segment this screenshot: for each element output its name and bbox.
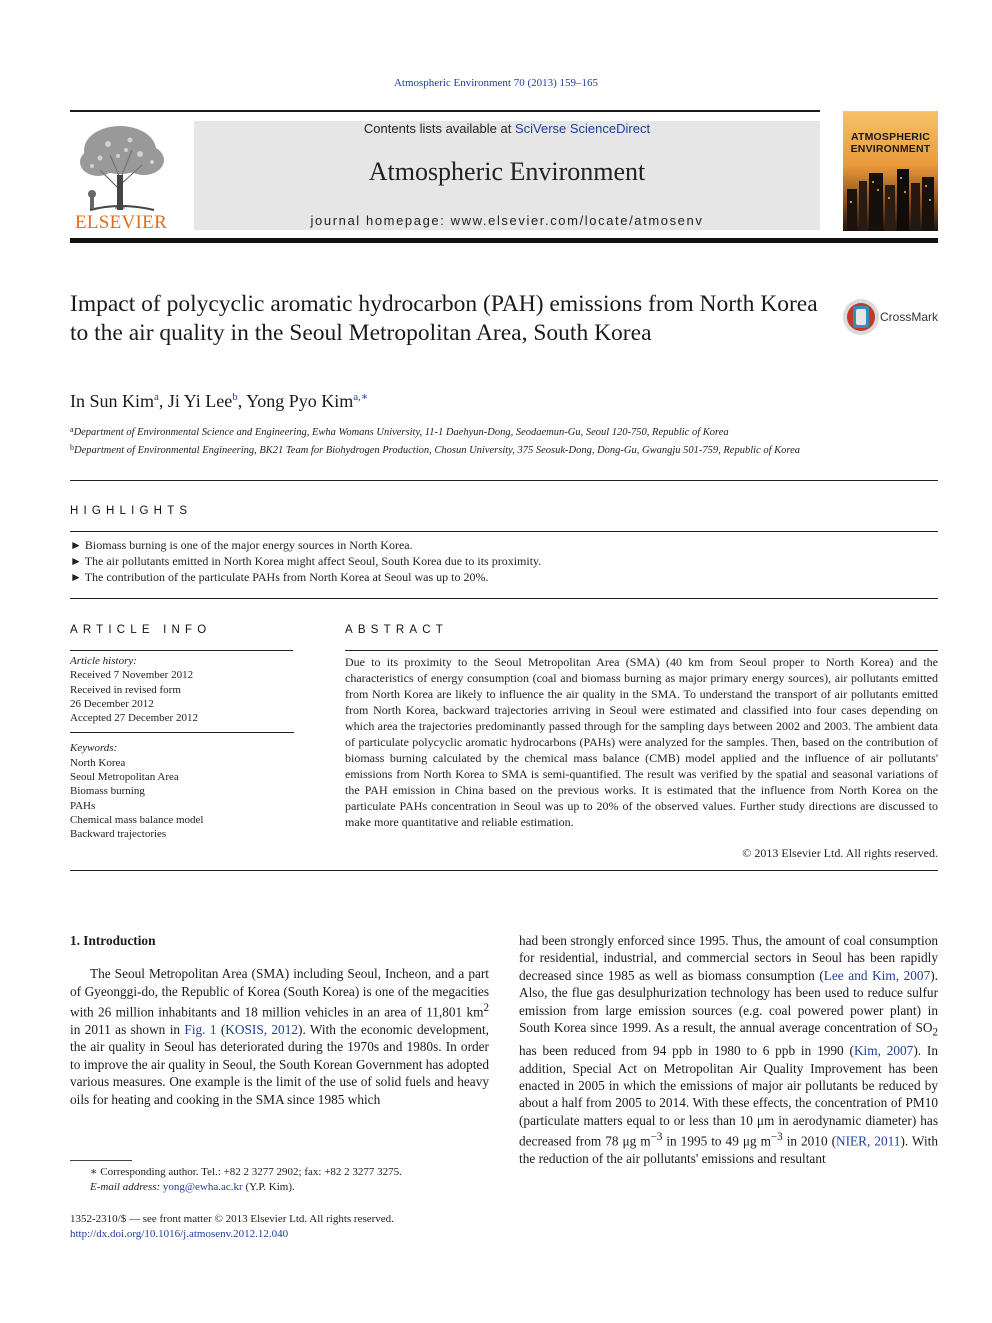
affiliation-mark: a bbox=[70, 425, 74, 434]
contents-prefix: Contents lists available at bbox=[363, 121, 515, 136]
affiliation-item bbox=[70, 440, 830, 458]
highlights-rule bbox=[70, 531, 938, 532]
footnote-star: ∗ bbox=[90, 1166, 98, 1178]
abstract-text: Due to its proximity to the Seoul Metropolitan Area (SMA) (40 km from Seoul proper to North Korea) and the characteristics of energy consumption (coal and biomass burning as major primary energy sources), air pollutants emitted from North Korea are likely to influence the air quality in the SMA. To understand the transport of air pollutants emitted from North Korea, backward trajectories arriving in Seoul were estimated and classified into four cases depending on which area the trajectories predominantly passed through for the sampling days between 2002 and 2003. The ambient data of particulate polycyclic aromatic hydrocarbons (PAHs) were analyzed for the samples. Then, based on the contribution of biomass burning calculated by the chemical mass balance (CMB) model applied and the influence of air pollutants' emissions from North Korea to SMA is semi-quantified. The result was verified by the spatial and seasonal variations of the PAH emission in China based on the previous works. It is estimated that the influence from North Korea on the particulate PAHs concentration in Seoul was up to 20% of the observed values. Further study directions are discussed to make more quantitative and reliable estimation. bbox=[345, 655, 938, 829]
homepage-prefix: journal homepage: bbox=[310, 213, 451, 228]
affiliation-text: Department of Environmental Engineering, BK21 Team for Biohydrogen Production, Chosun University, 375 Seosuk-Dong, Dong-Gu, Gwangju 501-759, Republic of Korea bbox=[74, 445, 800, 456]
journal-cover-image[interactable] bbox=[843, 111, 938, 231]
superscript: 2 bbox=[483, 1002, 489, 1015]
highlight-item bbox=[70, 569, 938, 585]
journal-citation[interactable]: Atmospheric Environment 70 (2013) 159–165 bbox=[393, 77, 599, 89]
contents-available-line bbox=[194, 121, 820, 136]
crossmark-label[interactable]: CrossMark bbox=[880, 310, 939, 324]
text-run: ). With the reduction of the air pollutants' emissions and resultant bbox=[519, 1133, 938, 1166]
body-column-right bbox=[519, 932, 938, 1167]
email-label: E-mail address: bbox=[90, 1181, 161, 1193]
bullet-arrow-icon: ► bbox=[70, 538, 82, 552]
superscript: −3 bbox=[650, 1131, 663, 1144]
superscript: −3 bbox=[770, 1131, 783, 1144]
keyword-item: Biomass burning bbox=[70, 785, 145, 798]
keywords-rule bbox=[70, 732, 294, 733]
text-run: ). Also, the flue gas desulphurization technology has been used to reduce sulfur emission from large emission sources (e.g. coal powered power plant) in South Korea since 1999. As a result, the annual average concentration of SO bbox=[519, 967, 938, 1036]
journal-homepage-line bbox=[194, 213, 820, 228]
author-affiliation-mark[interactable]: a bbox=[154, 391, 159, 403]
bullet-arrow-icon: ► bbox=[70, 554, 82, 568]
keyword-item: Seoul Metropolitan Area bbox=[70, 771, 179, 784]
text-run: had been strongly enforced since 1995. Thus, the amount of coal consumption for residential, industrial, and commercial sectors in Seoul has been rapidly decreased since 1985 as well as biomass consumption ( bbox=[519, 933, 938, 983]
intro-paragraph-continued bbox=[519, 932, 938, 1167]
history-item: Accepted 27 December 2012 bbox=[70, 712, 198, 725]
header-bottom-rule bbox=[70, 238, 938, 243]
text-run: ). In addition, Special Act on Metropolitan Air Quality Improvement has been enacted in 2005 in which the emissions of major air pollutants be reduced by about a half from 2005 to 2014. With these effects, the concentration of PM10 (particulate matters equal to or less than 10 μm in aerodynamic diameter) has decreased from 78 μg m bbox=[519, 1043, 938, 1149]
history-item: Received in revised form bbox=[70, 683, 181, 696]
article-title: Impact of polycyclic aromatic hydrocarbon (PAH) emissions from North Korea to the air quality in the Seoul Metropolitan Area, South Korea bbox=[70, 291, 818, 346]
elsevier-wordmark: ELSEVIER bbox=[74, 212, 168, 233]
text-run: The Seoul Metropolitan Area (SMA) including Seoul, Incheon, and a part of Gyeonggi-do, the Republic of Korea (South Korea) is one of the megacities with 26 million inhabitants and 18 million vehicles in an area of 11,801 km bbox=[70, 966, 489, 1020]
abstract-heading: ABSTRACT bbox=[345, 624, 448, 636]
cover-title-line1: ATMOSPHERIC bbox=[850, 131, 930, 143]
kim-2007-ref-link[interactable]: Kim, 2007 bbox=[853, 1043, 914, 1059]
section-divider bbox=[70, 870, 938, 871]
footnote-rule bbox=[70, 1160, 132, 1161]
highlight-text: The contribution of the particulate PAHs from North Korea at Seoul was up to 20%. bbox=[84, 570, 489, 584]
highlights-heading: HIGHLIGHTS bbox=[70, 505, 193, 517]
section-divider bbox=[70, 480, 938, 481]
affiliations bbox=[70, 422, 830, 458]
text-run: has been reduced from 94 ppb in 1980 to 6 ppb in 1990 ( bbox=[519, 1043, 854, 1059]
figure-1-link[interactable]: Fig. 1 bbox=[184, 1022, 217, 1038]
author-name[interactable]: Yong Pyo Kim bbox=[246, 391, 354, 411]
abstract-rule bbox=[345, 650, 938, 651]
city-skyline-icon bbox=[843, 111, 938, 231]
corresponding-author-text: Corresponding author. Tel.: +82 2 3277 2902; fax: +82 2 3277 3275. bbox=[97, 1166, 402, 1178]
introduction-heading: 1. Introduction bbox=[70, 933, 156, 948]
history-item: Received 7 November 2012 bbox=[70, 669, 194, 682]
kosis-2012-ref-link[interactable]: KOSIS, 2012 bbox=[225, 1022, 299, 1038]
intro-paragraph bbox=[70, 965, 489, 1108]
email-suffix: (Y.P. Kim). bbox=[242, 1181, 295, 1193]
highlights-list bbox=[70, 537, 938, 585]
front-matter-line: 1352-2310/$ — see front matter © 2013 Elsevier Ltd. All rights reserved. bbox=[70, 1213, 394, 1225]
highlight-text: The air pollutants emitted in North Korea might affect Seoul, South Korea due to its proximity. bbox=[84, 554, 542, 568]
body-column-left bbox=[70, 932, 489, 1108]
journal-name: Atmospheric Environment bbox=[368, 157, 646, 186]
sciencedirect-link[interactable]: SciVerse ScienceDirect bbox=[514, 121, 651, 136]
text-run: ( bbox=[216, 1022, 226, 1038]
abstract-copyright: © 2013 Elsevier Ltd. All rights reserved. bbox=[742, 846, 938, 860]
header-top-rule bbox=[70, 110, 820, 112]
article-info bbox=[70, 654, 294, 842]
bullet-arrow-icon: ► bbox=[70, 570, 82, 584]
nier-2011-ref-link[interactable]: NIER, 2011 bbox=[836, 1133, 901, 1149]
article-info-rule bbox=[70, 650, 293, 651]
section-divider bbox=[70, 598, 938, 599]
email-link[interactable]: yong@ewha.ac.kr bbox=[162, 1181, 243, 1193]
corresponding-author-footnote bbox=[70, 1165, 489, 1195]
author-name[interactable]: In Sun Kim bbox=[70, 391, 155, 411]
article-history-label: Article history: bbox=[70, 655, 137, 667]
keyword-item: Chemical mass balance model bbox=[70, 813, 204, 826]
highlight-item bbox=[70, 537, 938, 553]
keyword-item: Backward trajectories bbox=[70, 828, 167, 841]
keyword-item: North Korea bbox=[70, 756, 126, 769]
history-item: 26 December 2012 bbox=[70, 697, 154, 710]
keyword-item: PAHs bbox=[70, 799, 96, 812]
article-info-heading: ARTICLE INFO bbox=[70, 624, 212, 636]
subscript: 2 bbox=[932, 1026, 938, 1039]
lee-kim-2007-ref-link[interactable]: Lee and Kim, 2007 bbox=[823, 967, 931, 983]
doi-link[interactable]: http://dx.doi.org/10.1016/j.atmosenv.2012.12.040 bbox=[70, 1227, 289, 1240]
author-name[interactable]: Ji Yi Lee bbox=[167, 391, 233, 411]
affiliation-mark: b bbox=[70, 443, 74, 452]
text-run: in 1995 to 49 μg m bbox=[662, 1133, 771, 1149]
homepage-url-link[interactable]: www.elsevier.com/locate/atmosenv bbox=[450, 213, 704, 228]
issn-block bbox=[70, 1212, 570, 1241]
affiliation-text: Department of Environmental Science and Engineering, Ewha Womans University, 11-1 Daehyun-Dong, Seodaemun-Gu, Seoul 120-750, Republic of Korea bbox=[73, 427, 729, 438]
keywords-label: Keywords: bbox=[70, 742, 118, 755]
text-run: in 2011 as shown in bbox=[70, 1022, 185, 1038]
author-list: In Sun Kim$^a$, Ji Yi Lee$^b$, Yong Pyo Kim$^{a,∗}$ bbox=[70, 391, 369, 411]
highlight-text: Biomass burning is one of the major energy sources in North Korea. bbox=[84, 538, 413, 552]
highlight-item bbox=[70, 553, 938, 569]
affiliation-item bbox=[70, 422, 830, 440]
author-affiliation-mark[interactable]: a,∗ bbox=[353, 391, 369, 403]
author-affiliation-mark[interactable]: b bbox=[232, 391, 238, 403]
text-run: in 2010 ( bbox=[782, 1133, 837, 1149]
text-run: ). With the economic development, the air quality in Seoul has deteriorated during the 1970s and 1980s. In order to improve the air quality in Seoul, the South Korean Government has adopted various measures. One example is the limit of the use of solid fuels and heavy oils for heating and cooking in the SMA since 1985 which bbox=[70, 1022, 489, 1107]
cover-title-line2: ENVIRONMENT bbox=[850, 143, 931, 155]
